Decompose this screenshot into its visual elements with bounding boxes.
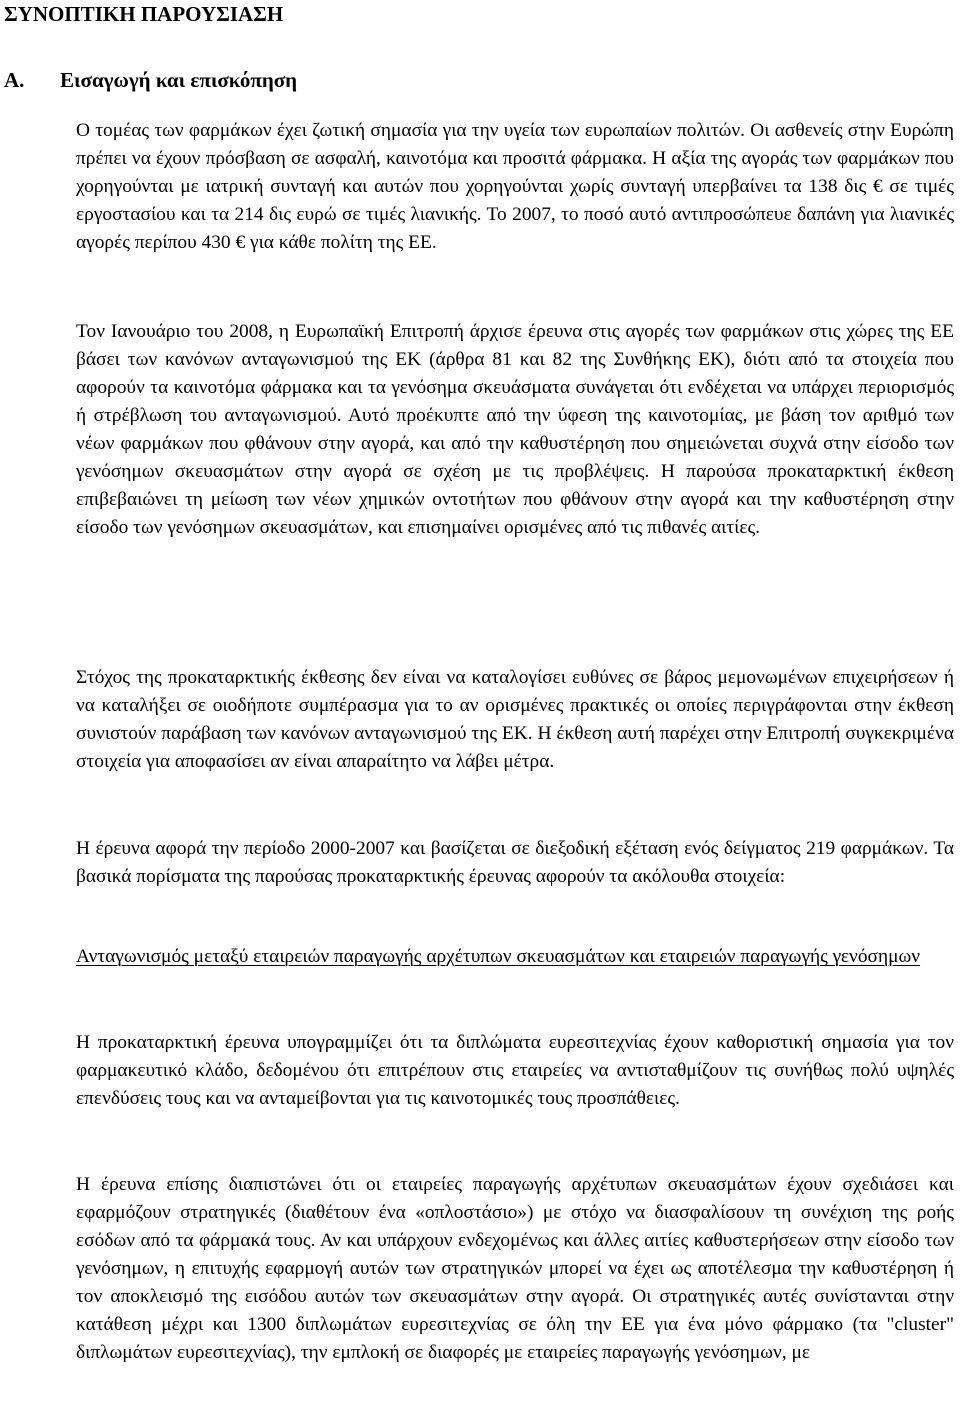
paragraph: Τον Ιανουάριο του 2008, η Ευρωπαϊκή Επιτροπή άρχισε έρευνα στις αγορές των φαρμάκων στις χώρες της ΕΕ βάσει των κανόνων ανταγωνισμού της ΕΚ (άρθρα 81 και 82 της Συνθήκης ΕΚ), διότι από τα στοιχεία που αφορούν τα καινοτόμα φάρμακα και τα γενόσημα σκευάσματα συνάγεται ότι ενδέχεται να υπάρχει περιορισμός ή στρέβλωση του ανταγωνισμού. Αυτό προέκυπτε από την ύφεση της καινοτομίας, με βάση τον αριθμό των νέων φαρμάκων που φθάνουν στην αγορά, και από την καθυστέρηση που σημειώνεται συχνά στην είσοδο των γενόσημων σκευασμάτων στην αγορά σε σχέση με τις προβλέψεις. Η παρούσα προκαταρκτική έκθεση επιβεβαιώνει τη μείωση των νέων χημικών οντοτήτων που φθάνουν στην αγορά και την καθυστέρηση στην είσοδο των γενόσημων σκευασμάτων, και επισημαίνει ορισμένες από τις πιθανές αιτίες. xyxy=(76,321,954,538)
subheading-block xyxy=(76,943,954,971)
paragraph-objective xyxy=(76,664,954,776)
paragraph: Στόχος της προκαταρκτικής έκθεσης δεν είναι να καταλογίσει ευθύνες σε βάρος μεμονωμένων επιχειρήσεων ή να καταλήξει σε οιοδήποτε συμπέρασμα για το αν ορισμένες πρακτικές οι οποίες περιγράφονται στην έκθεση συνιστούν παράβαση των κανόνων ανταγωνισμού της ΕΚ. Η έκθεση αυτή παρέχει στην Επιτροπή συγκεκριμένα στοιχεία για αποφασίσει αν είναι απαραίτητο να λάβει μέτρα. xyxy=(76,667,954,772)
paragraph-patents xyxy=(76,1029,954,1113)
paragraph-investigation xyxy=(76,318,954,542)
paragraph: Η έρευνα αφορά την περίοδο 2000-2007 και βασίζεται σε διεξοδική εξέταση ενός δείγματος 219 φαρμάκων. Τα βασικά πορίσματα της παρούσας προκαταρκτικής έρευνας αφορούν τα ακόλουθα στοιχεία: xyxy=(76,838,954,887)
paragraph-strategies xyxy=(76,1171,954,1367)
section-heading-text: Εισαγωγή και επισκόπηση xyxy=(60,68,298,92)
paragraph: Ο τομέας των φαρμάκων έχει ζωτική σημασία για την υγεία των ευρωπαίων πολιτών. Οι ασθενείς στην Ευρώπη πρέπει να έχουν πρόσβαση σε ασφαλή, καινοτόμα και προσιτά φάρμακα. Η αξία της αγοράς των φαρμάκων που χορηγούνται με ιατρική συνταγή και αυτών που χορηγούνται χωρίς συνταγή υπερβαίνει τα 138 δις € σε τιμές εργοστασίου και τα 214 δις ευρώ σε τιμές λιανικής. Το 2007, το ποσό αυτό αντιπροσώπευε δαπάνη για λιανικές αγορές περίπου 430 € για κάθε πολίτη της ΕΕ. xyxy=(76,120,954,253)
section-letter: A. xyxy=(4,68,25,92)
section-heading xyxy=(4,66,297,94)
paragraph-scope xyxy=(76,835,954,891)
document-title: ΣΥΝΟΠΤΙΚΗ ΠΑΡΟΥΣΙΑΣΗ xyxy=(4,2,284,26)
paragraph-intro xyxy=(76,117,954,257)
paragraph: Η προκαταρκτική έρευνα υπογραμμίζει ότι τα διπλώματα ευρεσιτεχνίας έχουν καθοριστική σημασία για τον φαρμακευτικό κλάδο, δεδομένου ότι επιτρέπουν στις εταιρείες να αντισταθμίζουν τις συνήθως πολύ υψηλές επενδύσεις τους και να ανταμείβονται για τις καινοτομικές τους προσπάθειες. xyxy=(76,1032,954,1109)
paragraph: Η έρευνα επίσης διαπιστώνει ότι οι εταιρείες παραγωγής αρχέτυπων σκευασμάτων έχουν σχεδιάσει και εφαρμόζουν στρατηγικές (διαθέτουν ένα «οπλοστάσιο») με στόχο να διασφαλίσουν τη συνέχιση της ροής εσόδων από τα φάρμακά τους. Αν και υπάρχουν ενδεχομένως και άλλες αιτίες καθυστερήσεων στην είσοδο των γενόσημων, η επιτυχής εφαρμογή αυτών των στρατηγικών μπορεί να έχει ως αποτέλεσμα την καθυστέρηση ή τον αποκλεισμό της εισόδου αυτών των σκευασμάτων στην αγορά. Οι στρατηγικές αυτές συνίστανται στην κατάθεση μέχρι και 1300 διπλωμάτων ευρεσιτεχνίας σε όλη την ΕΕ για ένα μόνο φάρμακο (τα "cluster" διπλωμάτων ευρεσιτεχνίας), την εμπλοκή σε διαφορές με εταιρείες παραγωγής γενόσημων, με xyxy=(76,1174,954,1363)
subheading: Ανταγωνισμός μεταξύ εταιρειών παραγωγής αρχέτυπων σκευασμάτων και εταιρειών παραγωγής γενόσημων xyxy=(76,946,921,967)
